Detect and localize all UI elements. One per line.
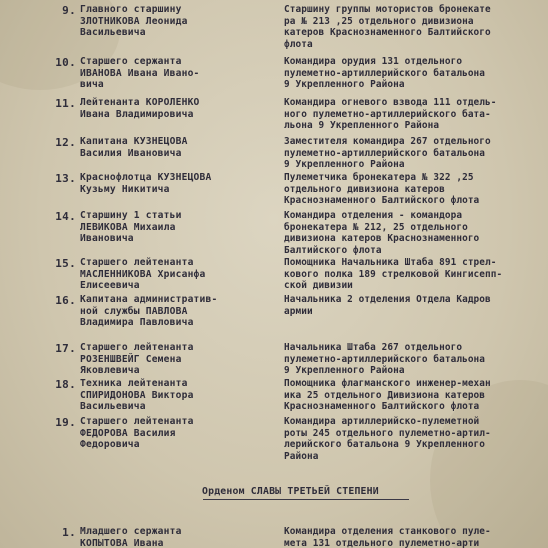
entry-number: 17. xyxy=(55,342,76,355)
entry-number: 15. xyxy=(55,257,76,270)
recipient-position: Командира огневого взвода 111 отдель- ного пулеметно-артиллерийского бата- льона 9 Укрепленного Района xyxy=(284,97,497,131)
entry-number: 9. xyxy=(62,4,76,17)
heading-underline xyxy=(203,499,409,500)
recipient-name: Старшину 1 статьи ЛЕВИКОВА Михаила Ивановича xyxy=(80,210,182,244)
entry-number: 16. xyxy=(55,294,76,307)
recipient-name: Главного старшину ЗЛОТНИКОВА Леонида Васильевича xyxy=(80,4,188,38)
recipient-position: Начальника Штаба 267 отдельного пулеметно-артиллерийского батальона 9 Укрепленного Района xyxy=(284,342,486,376)
recipient-name: Техника лейтенанта СПИРИДОНОВА Виктора Васильевича xyxy=(80,378,194,412)
recipient-position: Командира отделения станкового пуле- мета 131 отдельного пулеметно-арти xyxy=(284,526,491,548)
entry-number: 10. xyxy=(55,56,76,69)
recipient-position: Заместителя командира 267 отдельного пулеметно-артиллерийского батальона 9 Укрепленного Района xyxy=(284,136,491,170)
recipient-position: Помощника Начальника Штаба 891 стрел- кового полка 189 стрелковой Кингисепп- ской дивизии xyxy=(284,257,503,291)
recipient-name: Младшего сержанта КОПЫТОВА Ивана xyxy=(80,526,182,548)
entry-number: 12. xyxy=(55,136,76,149)
entry-number: 11. xyxy=(55,97,76,110)
entry-number: 1. xyxy=(62,526,76,539)
recipient-name: Лейтенанта КОРОЛЕНКО Ивана Владимировича xyxy=(80,97,200,120)
recipient-position: Помощника флагманского инженер-механ ика 25 отдельного Дивизиона катеров Краснознаменного Балтийского флота xyxy=(284,378,491,412)
recipient-name: Капитана административ- ной службы ПАВЛОВА Владимира Павловича xyxy=(80,294,218,328)
recipient-position: Старшину группы мотористов бронекате ра № 213 ,25 отдельного дивизиона катеров Краснознаменного Балтийского флота xyxy=(284,4,491,50)
recipient-position: Командира орудия 131 отдельного пулеметно-артиллерийского батальона 9 Укрепленного Района xyxy=(284,56,486,90)
recipient-name: Капитана КУЗНЕЦОВА Василия Ивановича xyxy=(80,136,188,159)
recipient-name: Старшего лейтенанта МАСЛЕННИКОВА Хрисанфа Елисеевича xyxy=(80,257,206,291)
recipient-name: Старшего лейтенанта РОЗЕНШВЕЙГ Семена Яковлевича xyxy=(80,342,194,376)
recipient-position: Пулеметчика бронекатера № 322 ,25 отдельного дивизиона катеров Краснознаменного Балтийского флота xyxy=(284,172,480,206)
recipient-position: Командира артиллерийско-пулеметной роты 245 отдельного пулеметно-артил- лерийского батальона 9 Укрепленного Района xyxy=(284,416,491,462)
entry-number: 13. xyxy=(55,172,76,185)
entry-number: 18. xyxy=(55,378,76,391)
recipient-position: Командира отделения - командора бронекатера № 212, 25 отдельного дивизиона катеров Краснознаменного Балтийского флота xyxy=(284,210,480,256)
entry-number: 14. xyxy=(55,210,76,223)
recipient-name: Краснофлотца КУЗНЕЦОВА Кузьму Никитича xyxy=(80,172,212,195)
recipient-position: Начальника 2 отделения Отдела Кадров армии xyxy=(284,294,491,317)
recipient-name: Старшего лейтенанта ФЕДОРОВА Василия Федоровича xyxy=(80,416,194,450)
entry-number: 19. xyxy=(55,416,76,429)
section-heading: Орденом СЛАВЫ ТРЕТЬЕЙ СТЕПЕНИ xyxy=(202,486,379,497)
recipient-name: Старшего сержанта ИВАНОВА Ивана Ивано- вича xyxy=(80,56,200,90)
